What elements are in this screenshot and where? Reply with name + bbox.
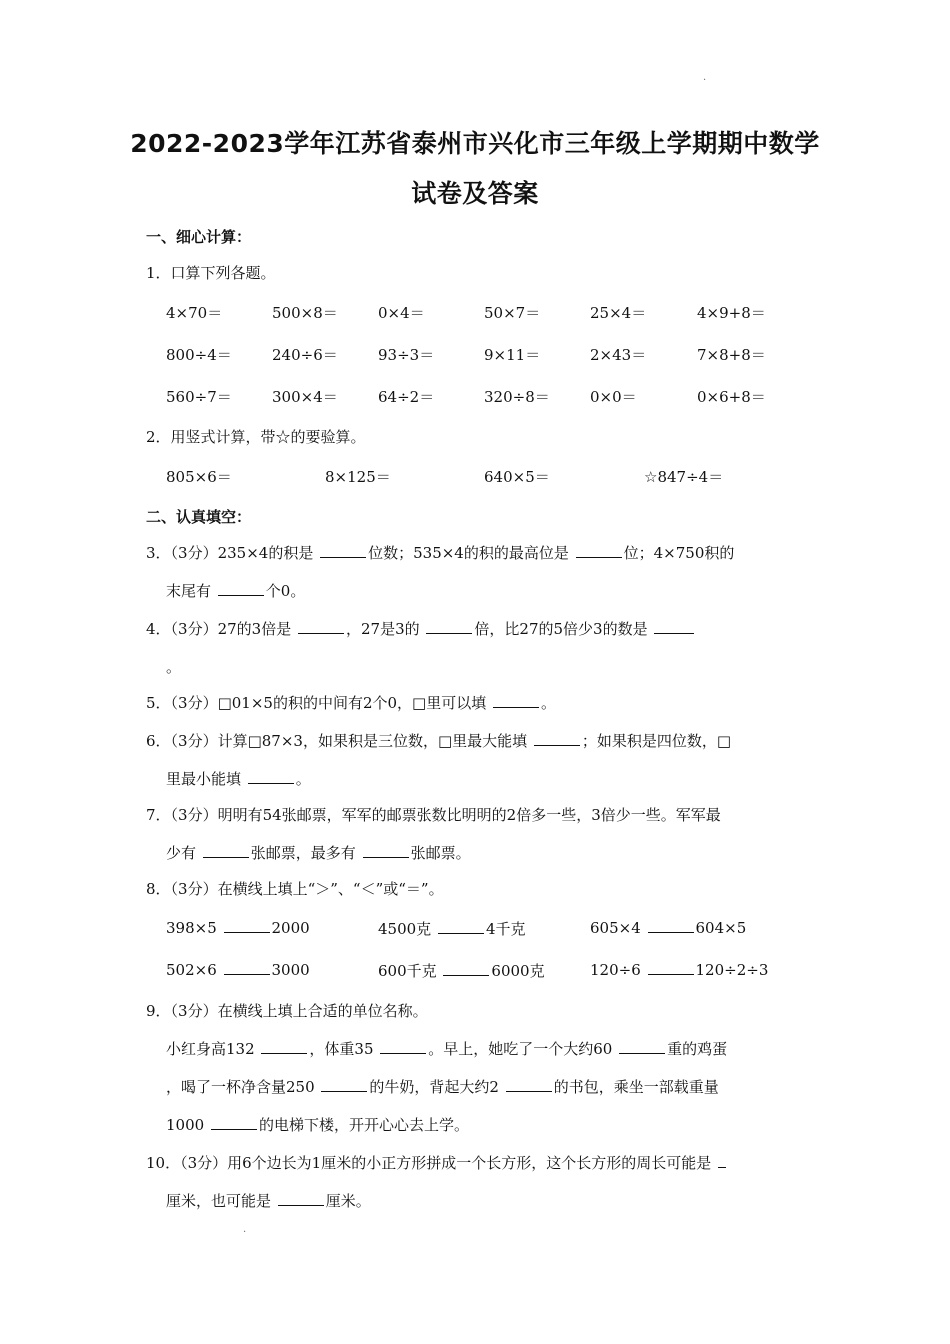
answer-blank[interactable] (718, 1153, 726, 1168)
answer-blank[interactable] (218, 581, 264, 596)
question-9-line-1 (166, 1038, 727, 1059)
question-6-line-1 (146, 730, 731, 751)
calc-item: 0×6+8＝ (697, 388, 766, 406)
answer-blank[interactable] (576, 543, 622, 558)
q7-text-1: 少有 (166, 844, 201, 862)
q9-text: 1000 (166, 1116, 209, 1134)
compare-item (590, 918, 746, 937)
bottom-dot-mark: . (243, 1224, 247, 1235)
calc-item: 800÷4＝ (166, 346, 232, 364)
answer-blank[interactable] (363, 843, 409, 858)
question-2-label: 2．用竖式计算，带☆的要验算。 (146, 428, 366, 446)
answer-blank[interactable] (619, 1039, 665, 1054)
q9-text: ，体重35 (309, 1040, 379, 1058)
question-1-label: 1．口算下列各题。 (146, 264, 276, 282)
answer-blank[interactable] (506, 1077, 552, 1092)
answer-blank[interactable] (261, 1039, 307, 1054)
calc-item: 64÷2＝ (378, 388, 435, 406)
vertical-calc-item: 640×5＝ (484, 468, 550, 486)
answer-blank[interactable] (224, 960, 270, 975)
calc-item: 320÷8＝ (484, 388, 550, 406)
answer-blank[interactable] (443, 961, 489, 976)
question-5 (146, 692, 556, 713)
compare-left: 502×6 (166, 961, 222, 979)
top-dot-mark: . (703, 72, 707, 83)
calc-item: 0×0＝ (590, 388, 637, 406)
q4-text-3: 倍，比27的5倍少3的数是 (474, 620, 653, 638)
question-8-label: 8．（3分）在横线上填上“＞”、“＜”或“＝”。 (146, 880, 444, 898)
answer-blank[interactable] (320, 543, 366, 558)
calc-item: 50×7＝ (484, 304, 541, 322)
question-6-line-2 (166, 768, 311, 789)
section-1-heading: 一、细心计算： (146, 228, 252, 246)
compare-right: 4千克 (485, 920, 526, 938)
q7-text-2: 张邮票，最多有 (250, 844, 361, 862)
q6-text-4: 。 (295, 770, 311, 788)
q4-text-2: ，27是3的 (346, 620, 425, 638)
compare-left: 605×4 (590, 919, 646, 937)
q6-text-2: ；如果积是四位数，□ (581, 732, 732, 750)
q3-text-3: 位；4×750积的 (623, 544, 735, 562)
compare-item (590, 960, 768, 979)
q5-text-1: 5．（3分）□01×5的积的中间有2个0，□里可以填 (146, 694, 491, 712)
question-3-line-2 (166, 580, 305, 601)
compare-right: 120÷2÷3 (695, 961, 769, 979)
compare-left: 4500克 (378, 920, 436, 938)
answer-blank[interactable] (534, 731, 580, 746)
q3-text-5: 个0。 (265, 582, 306, 600)
q10-text-3: 厘米。 (325, 1192, 371, 1210)
question-7-line-2 (166, 842, 471, 863)
answer-blank[interactable] (298, 619, 344, 634)
question-9-line-3 (166, 1114, 469, 1135)
answer-blank[interactable] (321, 1077, 367, 1092)
answer-blank[interactable] (648, 960, 694, 975)
question-9-line-2 (166, 1076, 719, 1097)
vertical-calc-item: 805×6＝ (166, 468, 232, 486)
compare-right: 6000克 (491, 962, 545, 980)
answer-blank[interactable] (648, 918, 694, 933)
answer-blank[interactable] (380, 1039, 426, 1054)
question-3-line-1 (146, 542, 734, 563)
q6-text-1: 6．（3分）计算□87×3，如果积是三位数，□里最大能填 (146, 732, 532, 750)
calc-item: 7×8+8＝ (697, 346, 766, 364)
question-9-label: 9．（3分）在横线上填上合适的单位名称。 (146, 1002, 428, 1020)
q4-text-1: 4．（3分）27的3倍是 (146, 620, 296, 638)
compare-right: 2000 (271, 919, 310, 937)
q7-text-3: 张邮票。 (410, 844, 471, 862)
calc-item: 4×70＝ (166, 304, 223, 322)
calc-item: 300×4＝ (272, 388, 338, 406)
answer-blank[interactable] (211, 1115, 257, 1130)
q9-text: 的牛奶，背起大约2 (369, 1078, 504, 1096)
q3-text-1: 3．（3分）235×4的积是 (146, 544, 319, 562)
vertical-calc-item: 8×125＝ (325, 468, 391, 486)
q3-text-4: 末尾有 (166, 582, 216, 600)
answer-blank[interactable] (203, 843, 249, 858)
compare-item (166, 960, 310, 979)
answer-blank[interactable] (438, 919, 484, 934)
compare-left: 398×5 (166, 919, 222, 937)
question-7-line-1: 7．（3分）明明有54张邮票，军军的邮票张数比明明的2倍多一些，3倍少一些。军军最 (146, 806, 721, 824)
vertical-calc-item: ☆847÷4＝ (644, 468, 724, 486)
answer-blank[interactable] (224, 918, 270, 933)
question-10-line-1 (146, 1152, 728, 1173)
compare-right: 604×5 (695, 919, 747, 937)
answer-blank[interactable] (493, 693, 539, 708)
answer-blank[interactable] (654, 619, 694, 634)
q9-text: ，喝了一杯净含量250 (166, 1078, 320, 1096)
q9-text: 的书包，乘坐一部载重量 (553, 1078, 719, 1096)
calc-item: 4×9+8＝ (697, 304, 766, 322)
q10-text-2: 厘米，也可能是 (166, 1192, 276, 1210)
q9-text: 。早上，她吃了一个大约60 (428, 1040, 618, 1058)
q9-text: 小红身高132 (166, 1040, 260, 1058)
question-4-line-2: 。 (166, 658, 182, 676)
calc-item: 25×4＝ (590, 304, 647, 322)
q10-text-1: 10．（3分）用6个边长为1厘米的小正方形拼成一个长方形，这个长方形的周长可能是 (146, 1154, 716, 1172)
q9-text: 的电梯下楼，开开心心去上学。 (258, 1116, 469, 1134)
calc-item: 0×4＝ (378, 304, 425, 322)
compare-item (166, 918, 310, 937)
calc-item: 500×8＝ (272, 304, 338, 322)
title-line-2: 试卷及答案 (411, 179, 539, 208)
q6-text-3: 里最小能填 (166, 770, 246, 788)
q9-text: 重的鸡蛋 (667, 1040, 728, 1058)
title-line-1: 2022-2023学年江苏省泰州市兴化市三年级上学期期中数学 (130, 129, 820, 158)
calc-item: 560÷7＝ (166, 388, 232, 406)
compare-left: 120÷6 (590, 961, 646, 979)
calc-item: 240÷6＝ (272, 346, 338, 364)
compare-right: 3000 (271, 961, 310, 979)
compare-item (378, 918, 526, 939)
q5-text-2: 。 (541, 694, 557, 712)
answer-blank[interactable] (248, 769, 294, 784)
answer-blank[interactable] (426, 619, 472, 634)
calc-item: 9×11＝ (484, 346, 541, 364)
question-4-line-1 (146, 618, 696, 639)
answer-blank[interactable] (278, 1191, 324, 1206)
question-10-line-2 (166, 1190, 371, 1211)
compare-item (378, 960, 545, 981)
compare-left: 600千克 (378, 962, 442, 980)
section-2-heading: 二、认真填空： (146, 508, 252, 526)
calc-item: 2×43＝ (590, 346, 647, 364)
q3-text-2: 位数；535×4的积的最高位是 (368, 544, 574, 562)
calc-item: 93÷3＝ (378, 346, 435, 364)
